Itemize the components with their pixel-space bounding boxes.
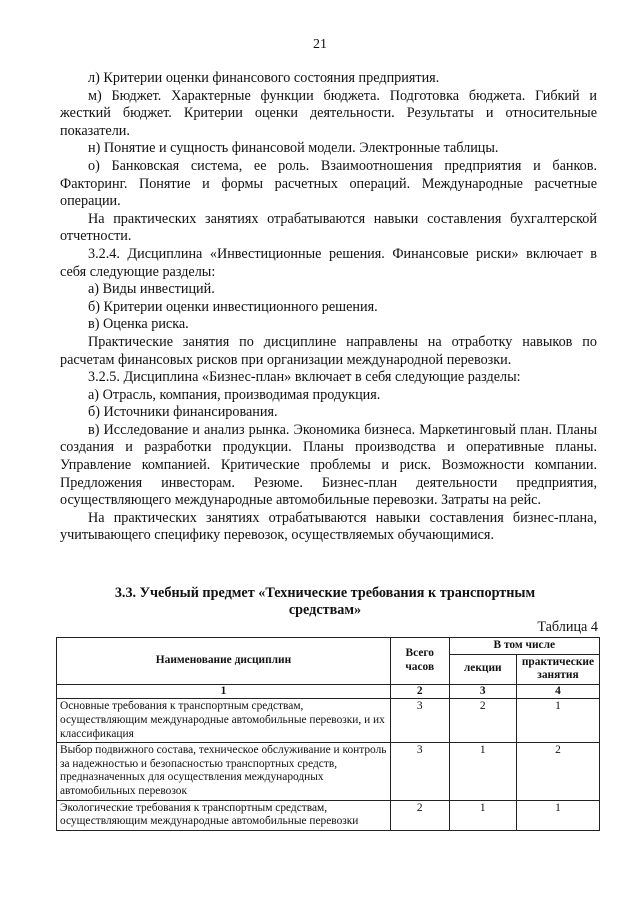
col-number: 1 <box>57 684 391 699</box>
table-row <box>57 800 600 830</box>
paragraph: На практических занятиях отрабатываются навыки составления бизнес-плана, учитывающего специфику перевозок, осуществляемых обучающимися. <box>60 509 597 544</box>
paragraph: в) Оценка риска. <box>88 316 189 333</box>
paragraph: а) Отрасль, компания, производимая продукция. <box>88 386 381 403</box>
header-lectures: лекции <box>449 654 516 684</box>
cell-name: Экологические требования к транспортным средствам, осуществляющим международные автомобильные перевозки <box>57 800 391 830</box>
paragraph: б) Источники финансирования. <box>88 404 278 421</box>
paragraph: н) Понятие и сущность финансовой модели. Электронные таблицы. <box>88 140 499 157</box>
cell-total: 3 <box>390 743 449 800</box>
cell-practice: 1 <box>516 800 599 830</box>
cell-lectures: 1 <box>449 800 516 830</box>
disciplines-table <box>56 637 600 831</box>
header-practice: практические занятия <box>516 654 599 684</box>
paragraph: в) Исследование и анализ рынка. Экономика бизнеса. Маркетинговый план. Планы создания и разработки продукции. Планы производства и оперативные планы. Управление компанией. Критические проблемы и риск. Возможности компании. Предложения инвесторам. Резюме. Бизнес-план деятельности предприятия, осуществляющего международные автомобильные перевозки. Затраты на рейс. <box>60 421 597 509</box>
table-row <box>57 743 600 800</box>
header-name: Наименование дисциплин <box>57 638 391 685</box>
header-including: В том числе <box>449 638 599 655</box>
cell-name: Выбор подвижного состава, техническое обслуживание и контроль за надежностью и безопасностью транспортных средств, предназначенных для осуществления международных автомобильных перевозок <box>57 743 391 800</box>
table-row <box>57 699 600 743</box>
cell-name: Основные требования к транспортным средствам, осуществляющим международные автомобильные перевозки, и их классификация <box>57 699 391 743</box>
paragraph: л) Критерии оценки финансового состояния предприятия. <box>88 70 440 86</box>
cell-lectures: 1 <box>449 743 516 800</box>
section-heading: 3.3. Учебный предмет «Технические требования к транспортным средствам» <box>114 585 536 618</box>
cell-total: 2 <box>390 800 449 830</box>
cell-practice: 2 <box>516 743 599 800</box>
col-number: 4 <box>516 684 599 699</box>
header-total: Всего часов <box>390 638 449 685</box>
cell-practice: 1 <box>516 699 599 743</box>
paragraph: 3.2.4. Дисциплина «Инвестиционные решения. Финансовые риски» включает в себя следующие разделы: <box>60 245 597 280</box>
paragraph: б) Критерии оценки инвестиционного решения. <box>88 298 378 315</box>
table-caption: Таблица 4 <box>537 619 598 635</box>
cell-lectures: 2 <box>449 699 516 743</box>
paragraph: а) Виды инвестиций. <box>88 281 215 298</box>
paragraph: м) Бюджет. Характерные функции бюджета. Подготовка бюджета. Гибкий и жесткий бюджет. Критерии оценки деятельности. Результаты и относительные показатели. <box>60 87 597 139</box>
page-number: 21 <box>313 37 327 52</box>
paragraph: 3.2.5. Дисциплина «Бизнес-план» включает в себя следующие разделы: <box>88 369 521 386</box>
col-number: 2 <box>390 684 449 699</box>
cell-total: 3 <box>390 699 449 743</box>
paragraph: На практических занятиях отрабатываются навыки составления бухгалтерской отчетности. <box>60 210 597 245</box>
paragraph: о) Банковская система, ее роль. Взаимоотношения предприятия и банков. Факторинг. Понятие и формы расчетных операций. Международные расчетные операции. <box>60 157 597 210</box>
paragraph: Практические занятия по дисциплине направлены на отработку навыков по расчетам финансовых рисков при организации международной перевозки. <box>60 333 597 368</box>
col-number: 3 <box>449 684 516 699</box>
body-text <box>60 70 597 545</box>
